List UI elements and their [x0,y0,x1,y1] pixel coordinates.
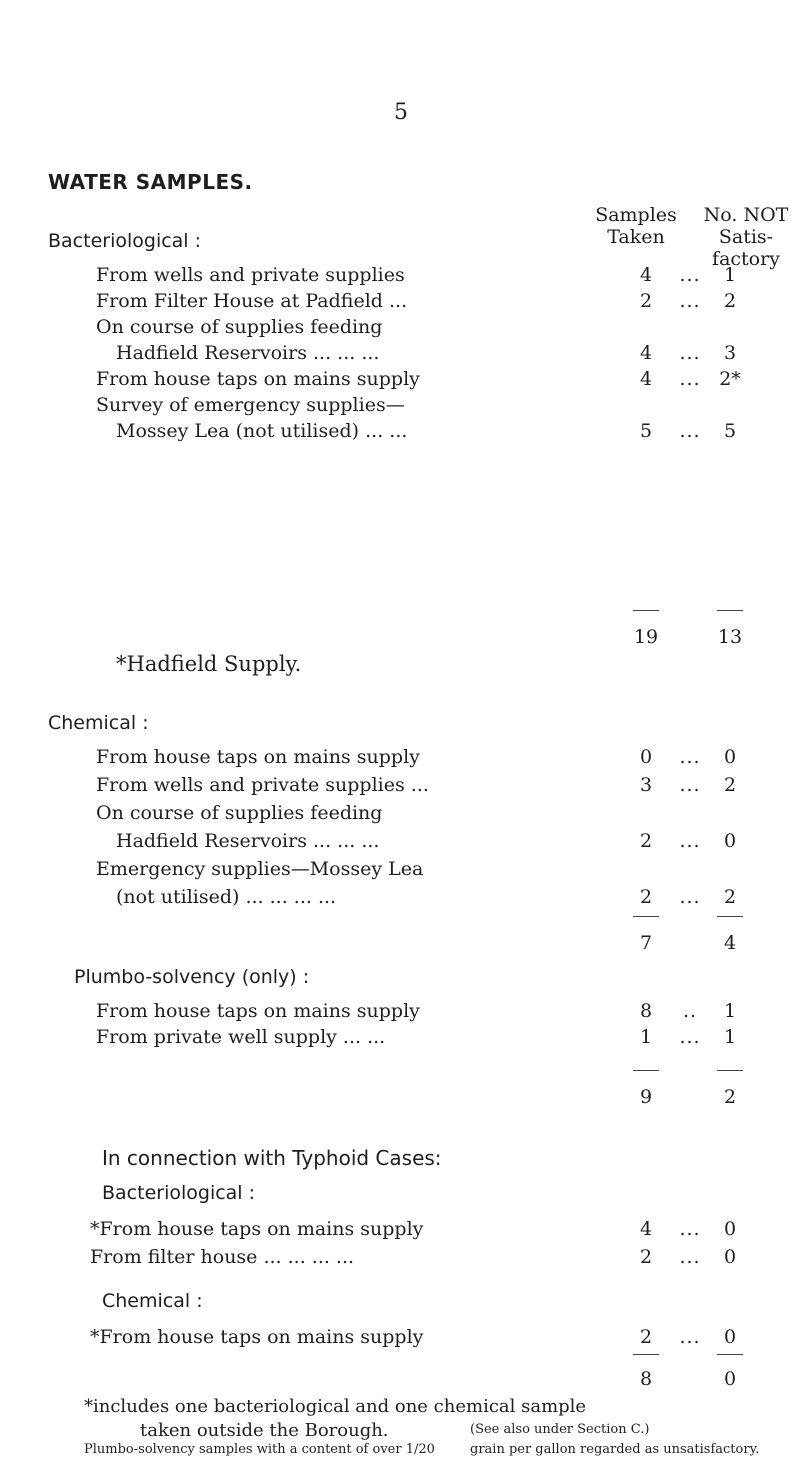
samples-taken-value: 3 [639,774,653,796]
rule [633,1354,659,1355]
not-satisfactory-value: 1 [723,1026,737,1048]
samples-taken-value: 2 [639,886,653,908]
row-label: Hadfield Reservoirs ... ... ... [116,342,380,364]
row-label: From wells and private supplies ... [96,774,429,796]
bacteriological-total-row: 19 13 [633,626,743,648]
row-label: *From house taps on mains supply [90,1326,424,1348]
plumbo-note-line-2: grain per gallon regarded as unsatisfactory. [470,1442,760,1457]
samples-taken-value: 1 [639,1026,653,1048]
page-number: 5 [394,100,408,125]
not-satisfactory-value: 1 [723,1000,737,1022]
hadfield-footnote: *Hadfield Supply. [116,652,302,676]
leader-dots: ... [679,886,701,908]
chemical-total-row: 7 4 [639,932,737,954]
see-also-note: (See also under Section C.) [470,1422,650,1437]
column-header-not-satisfactory: No. NOT Satis- factory [703,204,789,270]
leader-dots: ... [679,746,701,768]
not-satisfactory-value: 1 [723,264,737,286]
typhoid-total-row: 8 0 [639,1368,737,1390]
typhoid-chemical-heading: Chemical : [102,1290,203,1312]
table-row [0,264,801,290]
leader-dots: ... [679,290,701,312]
row-label: From filter house ... ... ... ... [90,1246,355,1268]
row-label: From Filter House at Padfield ... [96,290,408,312]
row-label: On course of supplies feeding [96,316,383,338]
plumbo-note-line-1: Plumbo-solvency samples with a content of over 1/20 [84,1442,435,1457]
leader-dots: ... [679,420,701,442]
row-label: Emergency supplies—Mossey Lea [96,858,424,880]
table-row [0,1326,801,1352]
table-row [0,1000,801,1026]
row-label: From wells and private supplies [96,264,405,286]
not-satisfactory-value: 0 [723,1218,737,1240]
row-label: *From house taps on mains supply [90,1218,424,1240]
row-label: (not utilised) ... ... ... ... [116,886,337,908]
row-label: On course of supplies feeding [96,802,383,824]
plumbo-heading: Plumbo-solvency (only) : [74,966,310,988]
leader-dots: .. [682,1000,698,1022]
table-row [0,290,801,316]
leader-dots: ... [679,1026,701,1048]
samples-taken-value: 0 [639,746,653,768]
not-satisfactory-value: 2 [723,886,737,908]
table-row [0,802,801,828]
table-row [0,1218,801,1244]
not-satisfactory-value: 3 [723,342,737,364]
not-satisfactory-value: 5 [723,420,737,442]
samples-taken-value: 5 [639,420,653,442]
bacteriological-heading: Bacteriological : [48,230,202,252]
rule [633,1070,659,1071]
leader-dots: ... [679,342,701,364]
leader-dots: ... [679,774,701,796]
rule [717,916,743,917]
rule [717,1070,743,1071]
table-row [0,368,801,394]
table-row [0,420,801,446]
not-satisfactory-value: 0 [723,830,737,852]
not-satisfactory-value: 0 [723,1326,737,1348]
samples-taken-value: 2 [639,830,653,852]
includes-note-line-1: *includes one bacteriological and one chemical sample [84,1396,587,1417]
column-header-samples-taken: Samples Taken [595,204,677,248]
samples-taken-value: 4 [639,264,653,286]
rule [717,610,743,611]
leader-dots: ... [679,1326,701,1348]
table-row [0,1026,801,1052]
row-label: From private well supply ... ... [96,1026,386,1048]
table-row [0,830,801,856]
samples-taken-value: 4 [639,342,653,364]
leader-dots: ... [679,1218,701,1240]
samples-taken-value: 2 [639,1326,653,1348]
typhoid-bacteriological-heading: Bacteriological : [102,1182,256,1204]
table-row [0,316,801,342]
table-row [0,774,801,800]
includes-note-line-2: taken outside the Borough. [140,1420,389,1441]
samples-taken-value: 8 [639,1000,653,1022]
not-satisfactory-value: 2 [723,774,737,796]
rule [633,916,659,917]
samples-taken-value: 4 [639,1218,653,1240]
plumbo-total-row: 9 2 [639,1086,737,1108]
not-satisfactory-value: 0 [723,1246,737,1268]
page-title: WATER SAMPLES. [48,170,253,194]
typhoid-heading: In connection with Typhoid Cases: [102,1146,442,1170]
table-row [0,746,801,772]
not-satisfactory-value: 2 [723,290,737,312]
row-label: Mossey Lea (not utilised) ... ... [116,420,408,442]
samples-taken-value: 2 [639,1246,653,1268]
leader-dots: ... [679,830,701,852]
row-label: Hadfield Reservoirs ... ... ... [116,830,380,852]
chemical-heading: Chemical : [48,712,149,734]
leader-dots: ... [679,264,701,286]
not-satisfactory-value: 2* [719,368,741,390]
table-row [0,394,801,420]
table-row [0,858,801,884]
table-row [0,886,801,912]
not-satisfactory-value: 0 [723,746,737,768]
samples-taken-value: 4 [639,368,653,390]
leader-dots: ... [679,368,701,390]
leader-dots: ... [679,1246,701,1268]
rule [717,1354,743,1355]
row-label: From house taps on mains supply [96,368,420,390]
samples-taken-value: 2 [639,290,653,312]
row-label: From house taps on mains supply [96,746,420,768]
table-row [0,342,801,368]
rule [633,610,659,611]
row-label: From house taps on mains supply [96,1000,420,1022]
row-label: Survey of emergency supplies— [96,394,405,416]
table-row [0,1246,801,1272]
